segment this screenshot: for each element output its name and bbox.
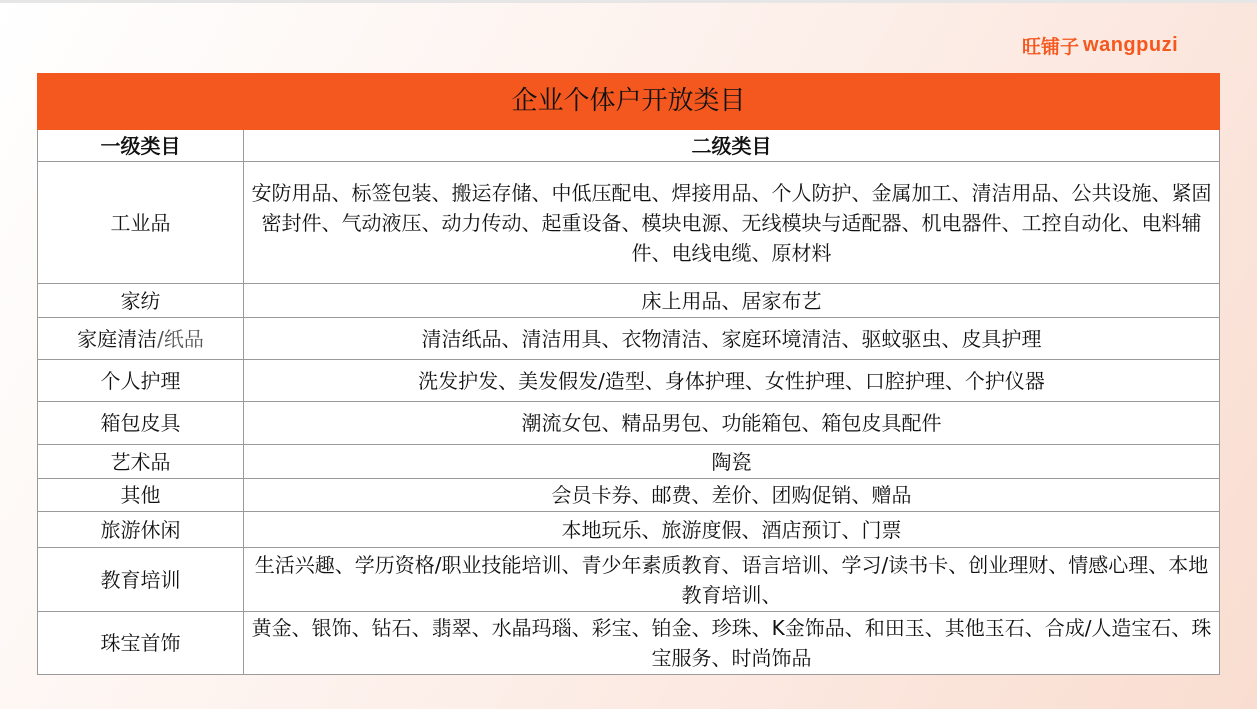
table-row: [38, 548, 1220, 612]
level1-cell: 教育培训: [38, 548, 244, 612]
table-row: [38, 512, 1220, 548]
level1-cell: 家纺: [38, 284, 244, 318]
level2-cell: 生活兴趣、学历资格/职业技能培训、青少年素质教育、语言培训、学习/读书卡、创业理财、情感心理、本地教育培训、: [244, 548, 1220, 612]
category-table: [37, 73, 1220, 675]
level2-cell: 陶瓷: [244, 445, 1220, 479]
level2-cell: 潮流女包、精品男包、功能箱包、箱包皮具配件: [244, 402, 1220, 445]
top-divider: [0, 0, 1257, 3]
level2-cell: 洗发护发、美发假发/造型、身体护理、女性护理、口腔护理、个护仪器: [244, 360, 1220, 402]
header-level2: 二级类目: [244, 130, 1220, 162]
level2-cell: 床上用品、居家布艺: [244, 284, 1220, 318]
table-title-row: [38, 74, 1220, 130]
table-row: [38, 402, 1220, 445]
table-row: [38, 360, 1220, 402]
level2-cell: 安防用品、标签包装、搬运存储、中低压配电、焊接用品、个人防护、金属加工、清洁用品、公共设施、紧固密封件、气动液压、动力传动、起重设备、模块电源、无线模块与适配器、机电器件、工控自动化、电料辅件、电线电缆、原材料: [244, 162, 1220, 284]
level2-cell: 本地玩乐、旅游度假、酒店预订、门票: [244, 512, 1220, 548]
level1-cell: 珠宝首饰: [38, 612, 244, 675]
table-row: [38, 479, 1220, 512]
level1-cell: 箱包皮具: [38, 402, 244, 445]
table-title: 企业个体户开放类目: [38, 74, 1220, 130]
table-row: [38, 318, 1220, 360]
table-row: [38, 612, 1220, 675]
level2-cell: 清洁纸品、清洁用具、衣物清洁、家庭环境清洁、驱蚊驱虫、皮具护理: [244, 318, 1220, 360]
logo-chinese: 旺铺子: [1022, 35, 1080, 58]
table-header-row: [38, 130, 1220, 162]
level1-cell: 旅游休闲: [38, 512, 244, 548]
level2-cell: 黄金、银饰、钻石、翡翠、水晶玛瑙、彩宝、铂金、珍珠、K金饰品、和田玉、其他玉石、合成/人造宝石、珠宝服务、时尚饰品: [244, 612, 1220, 675]
level2-cell: 会员卡券、邮费、差价、团购促销、赠品: [244, 479, 1220, 512]
table-row: [38, 445, 1220, 479]
level1-cell: 艺术品: [38, 445, 244, 479]
header-level1: 一级类目: [38, 130, 244, 162]
table-row: [38, 284, 1220, 318]
level1-cell: 其他: [38, 479, 244, 512]
logo-english: wangpuzi: [1083, 33, 1179, 56]
level1-cell: 工业品: [38, 162, 244, 284]
level1-cell: 家庭清洁/纸品: [38, 318, 244, 360]
level1-cell: 个人护理: [38, 360, 244, 402]
table-row: [38, 162, 1220, 284]
brand-logo: [1022, 32, 1178, 58]
